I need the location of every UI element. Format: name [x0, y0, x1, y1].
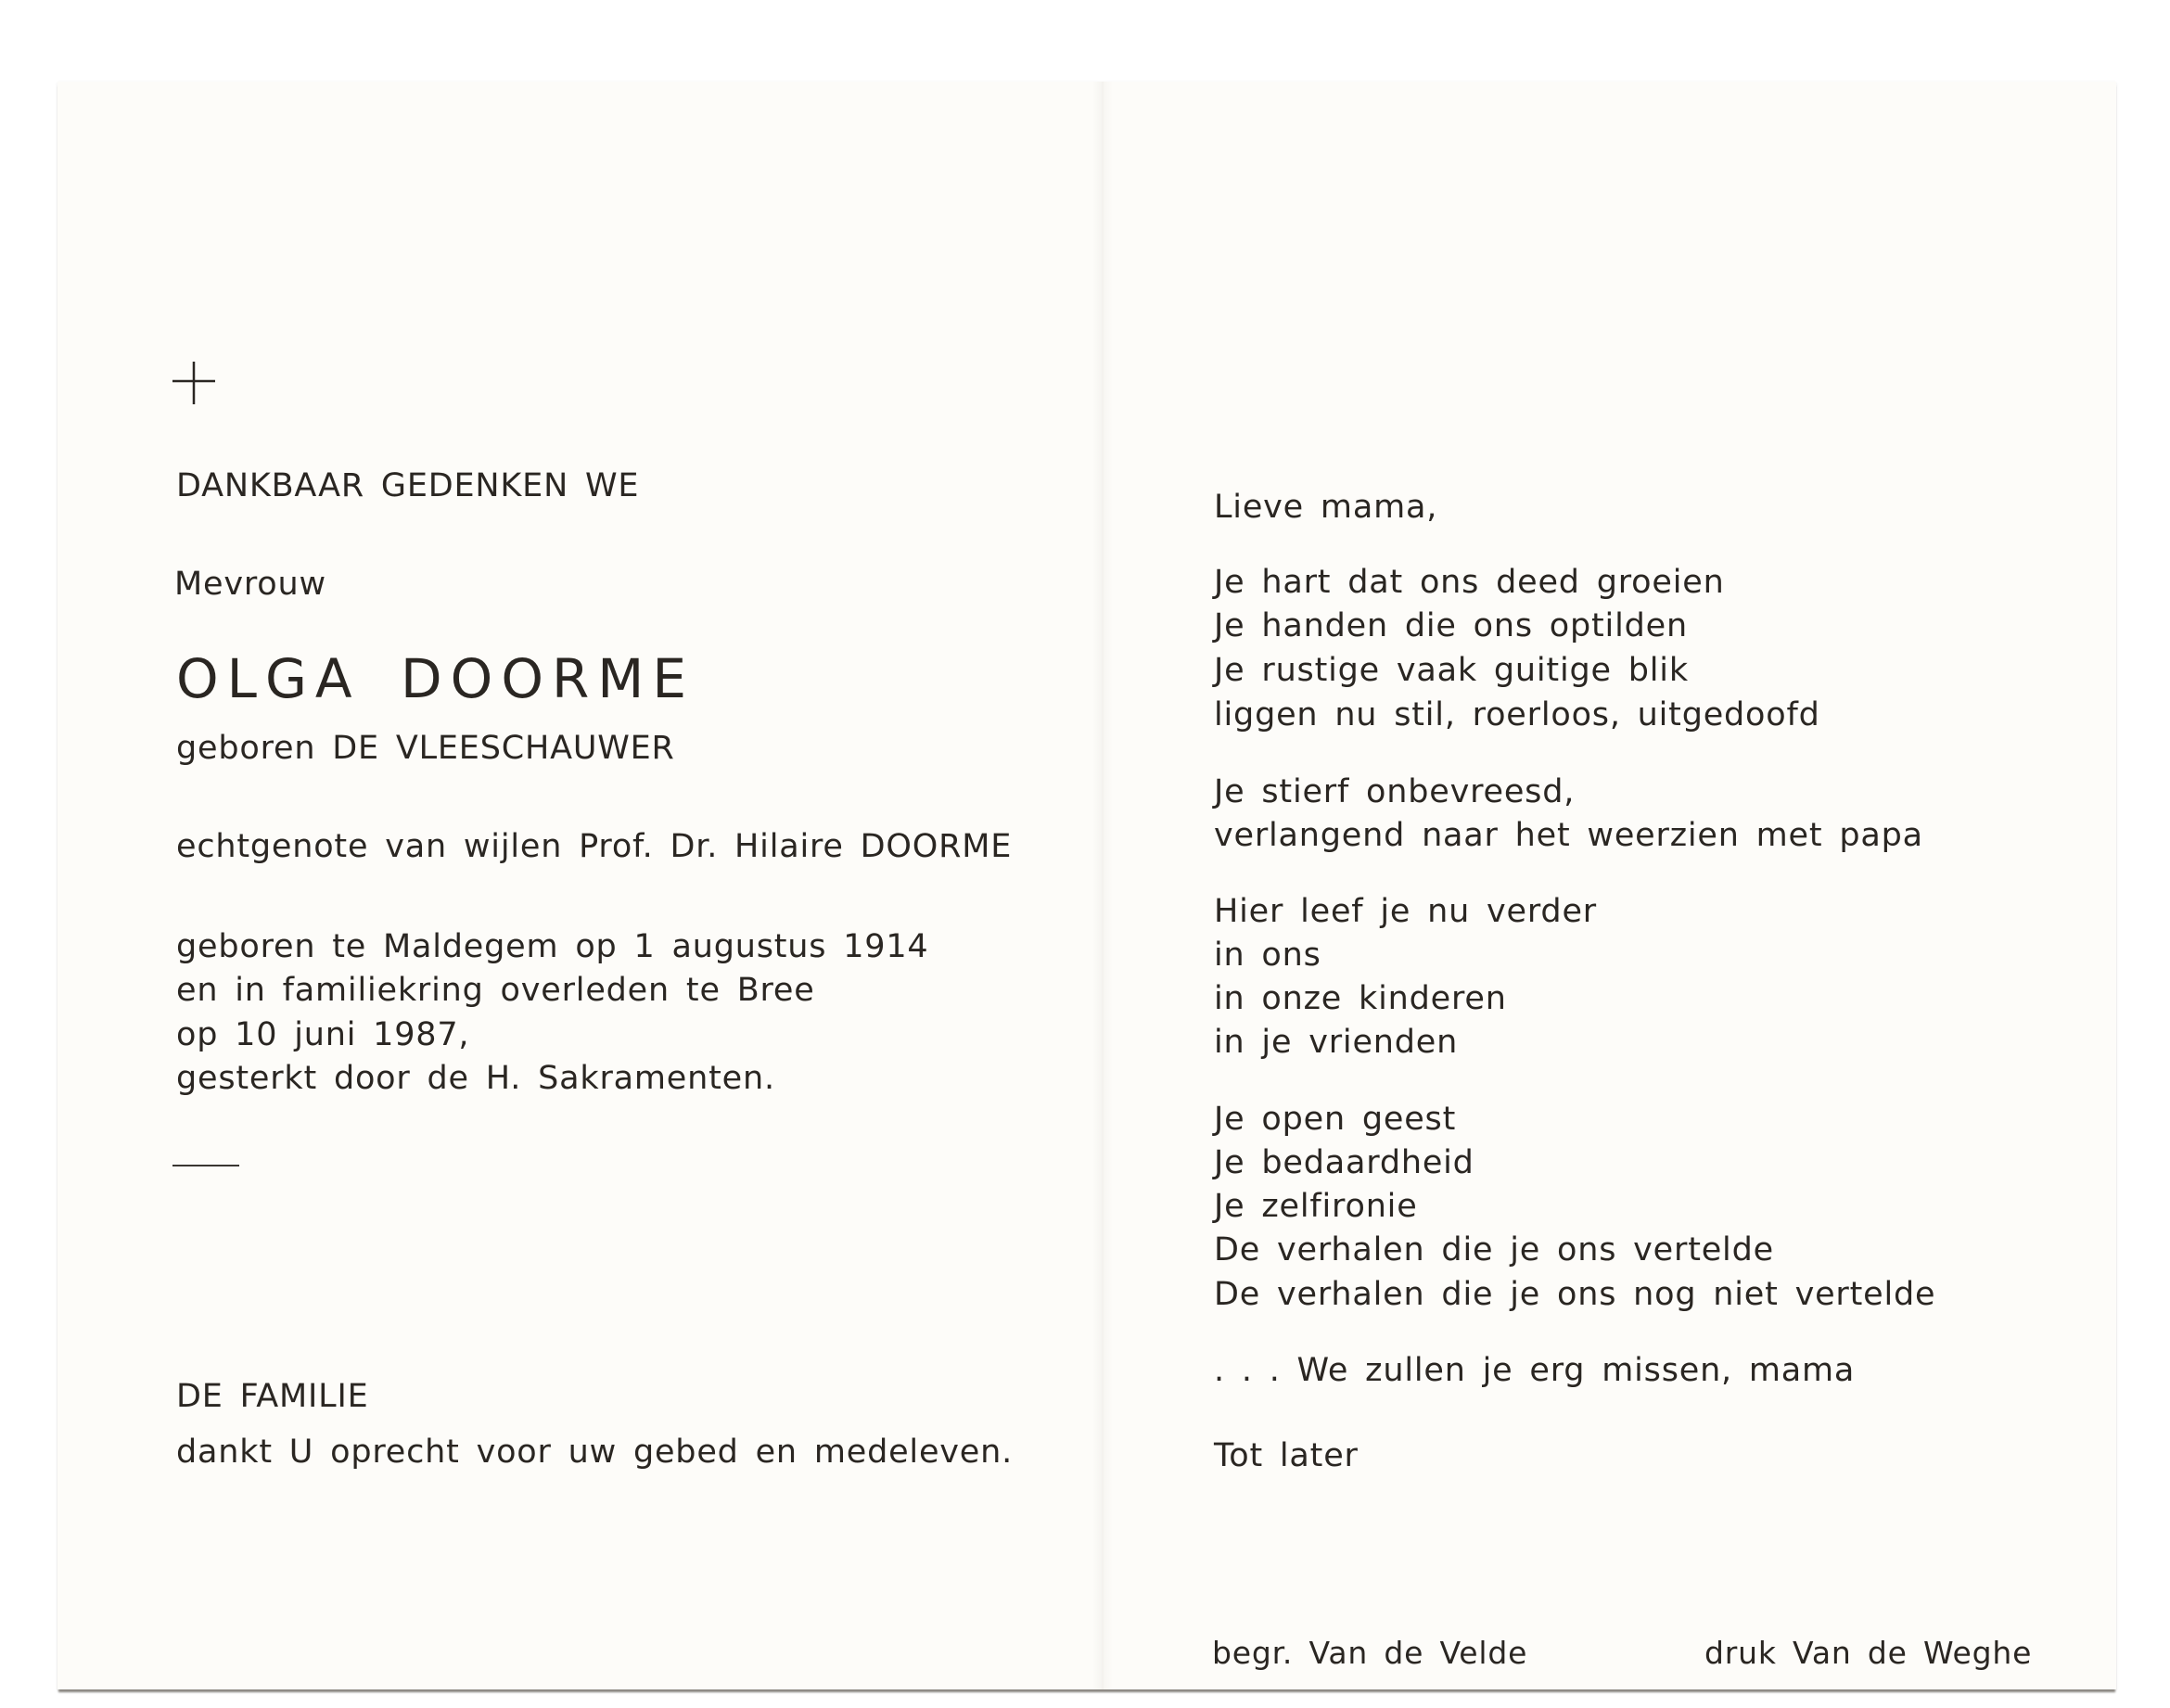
- poem-line: in onze kinderen: [1214, 980, 1507, 1017]
- card-fold: [1092, 82, 1113, 1689]
- closing-line: . . . We zullen je erg missen, mama: [1214, 1352, 1856, 1389]
- poem-line: Hier leef je nu verder: [1214, 893, 1597, 930]
- divider: [172, 1165, 239, 1166]
- printer-credit: druk Van de Weghe: [1704, 1635, 2033, 1671]
- salutation: Mevrouw: [174, 566, 326, 603]
- poem-line: liggen nu stil, roerloos, uitgedoofd: [1214, 696, 1820, 733]
- poem-line: Je hart dat ons deed groeien: [1214, 564, 1725, 601]
- poem-line: in je vrienden: [1214, 1024, 1459, 1061]
- funeral-credit: begr. Van de Velde: [1212, 1635, 1528, 1671]
- greeting: Lieve mama,: [1214, 489, 1438, 526]
- poem-line: verlangend naar het weerzien met papa: [1214, 817, 1923, 854]
- bio-line: gesterkt door de H. Sakramenten.: [176, 1060, 775, 1097]
- family-thanks: dankt U oprecht voor uw gebed en medeleven.: [176, 1434, 1014, 1471]
- farewell-line: Tot later: [1214, 1437, 1359, 1474]
- poem-line: Je handen die ons optilden: [1214, 607, 1688, 644]
- bio-line: op 10 juni 1987,: [176, 1016, 470, 1053]
- cross-icon: [171, 360, 217, 406]
- heading: DANKBAAR GEDENKEN WE: [176, 467, 640, 504]
- poem-line: Je bedaardheid: [1214, 1144, 1474, 1181]
- poem-line: Je zelfironie: [1214, 1188, 1418, 1225]
- poem-line: De verhalen die je ons vertelde: [1214, 1231, 1774, 1268]
- poem-line: Je stierf onbevreesd,: [1214, 773, 1576, 810]
- poem-line: De verhalen die je ons nog niet vertelde: [1214, 1276, 1936, 1313]
- poem-line: Je rustige vaak guitige blik: [1214, 652, 1689, 689]
- poem-line: in ons: [1214, 937, 1321, 974]
- family-heading: DE FAMILIE: [176, 1378, 369, 1415]
- poem-line: Je open geest: [1214, 1101, 1457, 1138]
- maiden-name: geboren DE VLEESCHAUWER: [176, 730, 675, 767]
- deceased-name: OLGA DOORME: [176, 647, 695, 710]
- bio-line: en in familiekring overleden te Bree: [176, 972, 815, 1009]
- bio-line: geboren te Maldegem op 1 augustus 1914: [176, 928, 929, 965]
- spouse-line: echtgenote van wijlen Prof. Dr. Hilaire DOORME: [176, 828, 1013, 865]
